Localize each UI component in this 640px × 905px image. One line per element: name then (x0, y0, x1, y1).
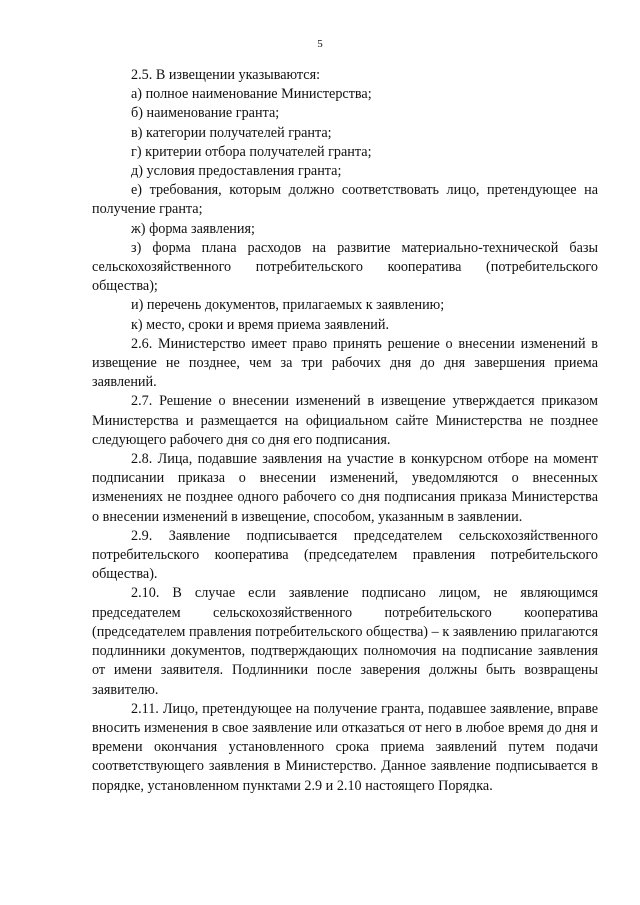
list-item-z: з) форма плана расходов на развитие материально-технической базы сельскохозяйственного потребительского кооператива (потребительского общества); (92, 239, 598, 295)
list-item-d: д) условия предоставления гранта; (131, 163, 342, 180)
list-item-b: б) наименование гранта; (131, 105, 280, 122)
paragraph-2-10: 2.10. В случае если заявление подписано лицом, не являющимся председателем сельскохозяйственного потребительского кооператива (председателем правления потребительского общества) – к заявлению прилагаются подлинники документов, подтверждающих полномочия на подписание заявления от имени заявителя. Подлинники после заверения должны быть возвращены заявителю. (92, 585, 598, 698)
list-item-zh: ж) форма заявления; (131, 220, 255, 237)
paragraph-2-7: 2.7. Решение о внесении изменений в извещение утверждается приказом Министерства и размещается на официальном сайте Министерства не позднее следующего рабочего дня со дня его подписания. (92, 393, 598, 448)
paragraph-2-6: 2.6. Министерство имеет право принять решение о внесении изменений в извещение не позднее, чем за три рабочих дня до дня завершения приема заявлений. (92, 335, 598, 391)
paragraph-2-9: 2.9. Заявление подписывается председателем сельскохозяйственного потребительского кооператива (председателем правления потребительского общества). (92, 527, 598, 583)
list-item-i: и) перечень документов, прилагаемых к заявлению; (131, 297, 445, 314)
list-item-v: в) категории получателей гранта; (131, 124, 332, 141)
page-number: 5 (317, 38, 323, 50)
paragraph-2-5: 2.5. В извещении указываются: (131, 67, 321, 83)
list-item-g: г) критерии отбора получателей гранта; (131, 143, 372, 160)
list-item-a: а) полное наименование Министерства; (131, 86, 372, 103)
paragraph-2-8: 2.8. Лица, подавшие заявления на участие в конкурсном отборе на момент подписании приказа о внесении изменений, уведомляются о внесенных изменениях не позднее одного рабочего со дня подписания приказа Министерства о внесении изменений в извещение, способом, указанным в заявлении. (92, 451, 598, 525)
list-item-e: е) требования, которым должно соответствовать лицо, претендующее на получение гранта; (92, 182, 598, 218)
list-item-k: к) место, сроки и время приема заявлений. (131, 316, 390, 333)
document-body (92, 66, 598, 796)
paragraph-2-11: 2.11. Лицо, претендующее на получение гранта, подавшее заявление, вправе вносить изменения в свое заявление или отказаться от него в любое время до дня и времени окончания установленного срока приема заявлений путем подачи соответствующего заявления в Министерство. Данное заявление подписывается в порядке, установленном пунктами 2.9 и 2.10 настоящего Порядка. (92, 700, 598, 794)
